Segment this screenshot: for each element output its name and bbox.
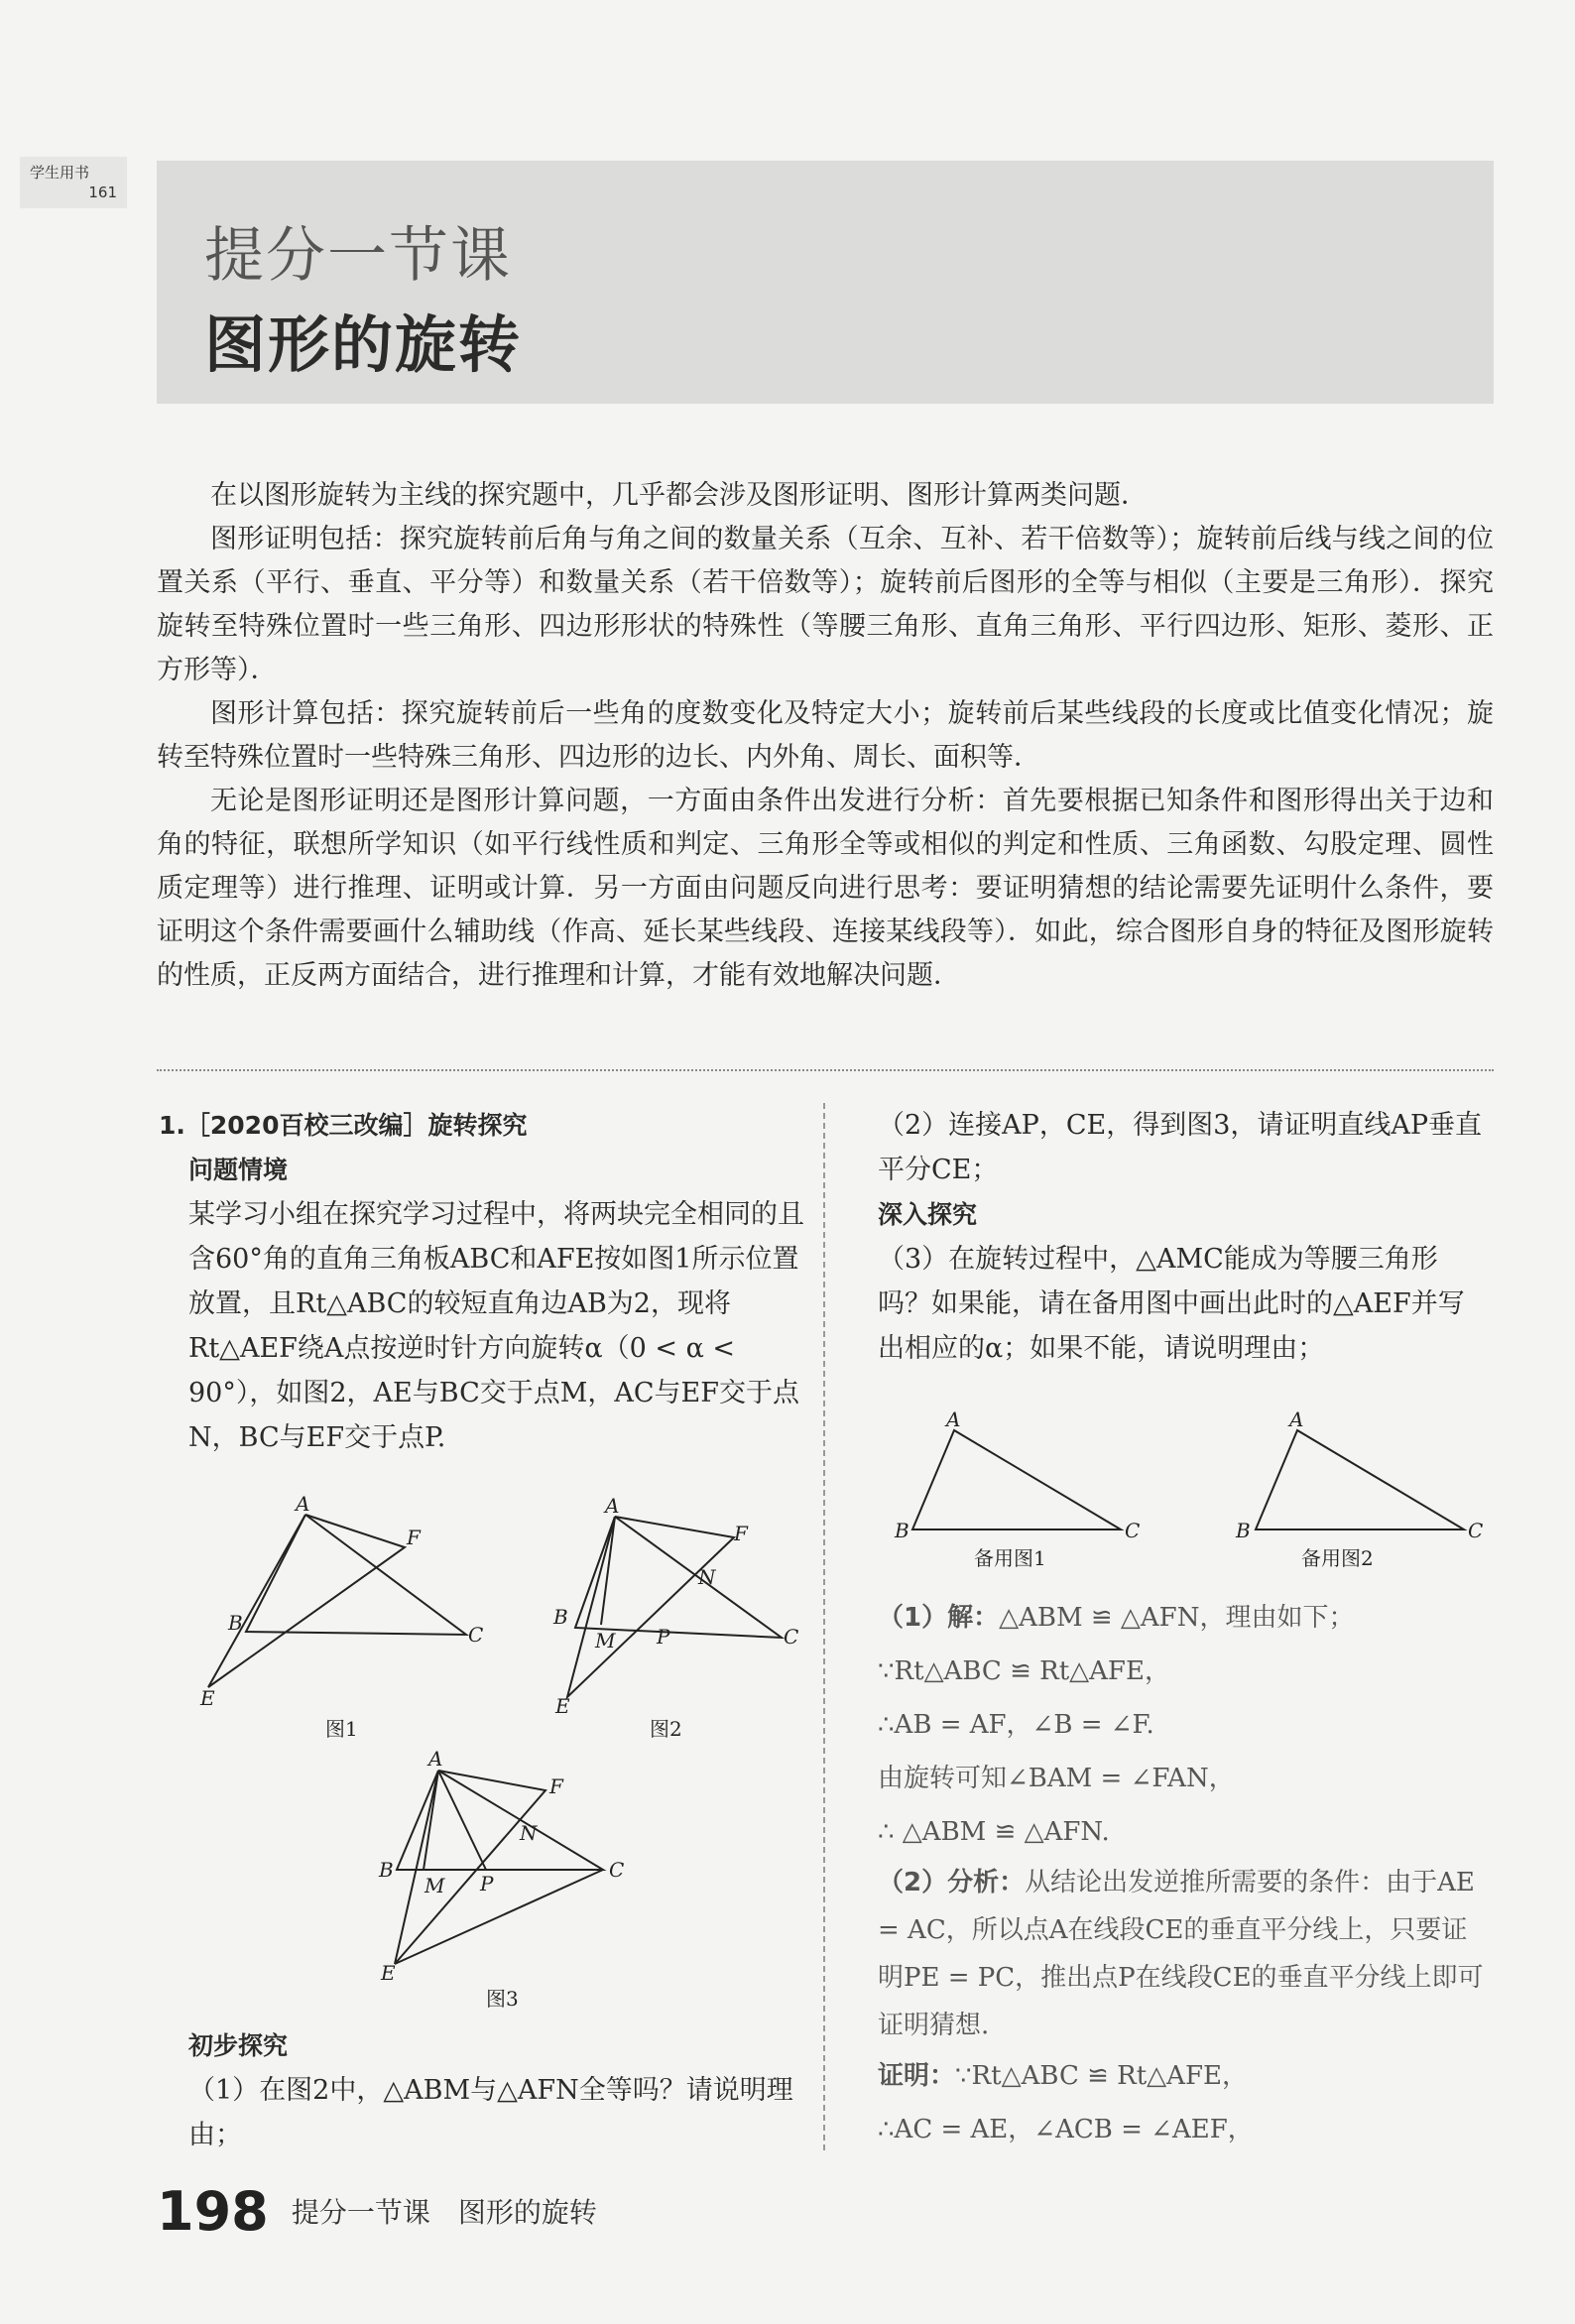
label: N: [520, 1821, 538, 1845]
section-heading: 初步探究: [188, 2031, 289, 2060]
label: N: [698, 1565, 716, 1589]
intro-paragraph: 图形计算包括：探究旋转前后一些角的度数变化及特定大小；旋转前后某些线段的长度或比值变化情况；旋转至特殊位置时一些特殊三角形、四边形的边长、内外角、周长、面积等．: [157, 698, 1494, 773]
solution-head: （1）解：: [878, 1603, 1000, 1633]
caption: 备用图2: [1301, 1546, 1374, 1570]
label: E: [381, 1961, 396, 1985]
caption: 图2: [650, 1717, 682, 1741]
banner-title-line1: 提分一节课: [204, 221, 512, 291]
label: A: [1289, 1407, 1304, 1431]
banner-title-line2: 图形的旋转: [204, 308, 523, 381]
figure-1-2: [188, 1493, 803, 1756]
solution-line: ∴ △ABM ≌ △AFN.: [878, 1817, 1110, 1847]
spare-figures: [883, 1407, 1498, 1575]
label: C: [784, 1625, 799, 1649]
question-2: （2）连接AP，CE，得到图3，请证明直线AP垂直平分CE；: [878, 1110, 1483, 1185]
solution-line: 由旋转可知∠BAM = ∠FAN，: [878, 1764, 1235, 1793]
label: C: [468, 1623, 484, 1647]
figure-3: [367, 1746, 665, 2014]
solution-line: ∴AB = AF，∠B = ∠F.: [878, 1710, 1154, 1740]
label: B: [895, 1519, 909, 1542]
label: B: [553, 1605, 568, 1629]
intro-paragraph: 在以图形旋转为主线的探究题中，几乎都会涉及图形证明、图形计算两类问题．: [210, 480, 1148, 511]
problem-column-continued: [159, 2023, 808, 2157]
caption: 备用图1: [974, 1546, 1046, 1570]
label: C: [609, 1858, 625, 1882]
margin-tag: [20, 157, 127, 208]
solution-line: ∴AC = AE，∠ACB = ∠AEF，: [878, 2115, 1254, 2144]
solution-line: （2）分析：从结论出发逆推所需要的条件：由于AE = AC，所以点A在线段CE的垂直平分线上，只要证明PE = PC，推出点P在线段CE的垂直平分线上即可证明猜想.: [878, 1868, 1484, 2040]
label: A: [296, 1493, 310, 1516]
right-column: [878, 1103, 1491, 1371]
section-heading: 问题情境: [188, 1156, 289, 1184]
solution-head: （2）分析：: [878, 1868, 1026, 1897]
problem-situation: 某学习小组在探究学习过程中，将两块完全相同的且含60°角的直角三角板ABC和AFE按如图1所示位置放置，且Rt△ABC的较短直角边AB为2，现将Rt△AEF绕A点按逆时针方向旋转α（0 < α < 90°），如图2，AE与BC交于点M，AC与EF交于点N，BC与EF交于点P.: [188, 1199, 804, 1453]
label: A: [946, 1407, 961, 1431]
label: F: [407, 1526, 421, 1549]
label: P: [480, 1872, 494, 1896]
column-divider: [823, 1103, 825, 2150]
question-1: （1）在图2中，△ABM与△AFN全等吗？请说明理由；: [188, 2075, 793, 2150]
section-heading: 深入探究: [878, 1200, 978, 1229]
label: P: [657, 1625, 670, 1649]
problem-column: [159, 1103, 808, 1460]
intro-text: [157, 474, 1494, 998]
label: E: [555, 1694, 570, 1718]
label: B: [1236, 1519, 1251, 1542]
page-number: 198: [157, 2180, 269, 2243]
chapter-banner: [157, 161, 1494, 404]
label: M: [424, 1874, 445, 1897]
label: F: [549, 1774, 563, 1798]
label: B: [379, 1858, 394, 1882]
label: M: [595, 1629, 616, 1652]
footer-title: 提分一节课 图形的旋转: [291, 2196, 597, 2229]
caption: 图3: [486, 1987, 519, 2011]
label: B: [228, 1611, 243, 1635]
label: C: [1468, 1519, 1484, 1542]
caption: 图1: [325, 1717, 358, 1741]
label: E: [200, 1686, 215, 1710]
label: F: [734, 1522, 748, 1545]
solution-head: 证明：: [878, 2061, 956, 2091]
intro-paragraph: 图形证明包括：探究旋转前后角与角之间的数量关系（互余、互补、若干倍数等）；旋转前后线与线之间的位置关系（平行、垂直、平分等）和数量关系（若干倍数等）；旋转前后图形的全等与相似（主要是三角形）．探究旋转至特殊位置时一些三角形、四边形形状的特殊性（等腰三角形、直角三角形、平行四边形、矩形、菱形、正方形等）．: [157, 524, 1494, 685]
label: A: [605, 1494, 620, 1518]
margin-tag-page: 161: [88, 183, 117, 201]
label: C: [1125, 1519, 1141, 1542]
problem-title: 1.［2020百校三改编］旋转探究: [159, 1111, 528, 1140]
page-footer: [157, 2180, 597, 2243]
solution-line: ∵Rt△ABC ≌ Rt△AFE，: [878, 1656, 1170, 1686]
figure-1: [199, 1493, 483, 1741]
margin-tag-label: 学生用书: [30, 164, 90, 182]
intro-paragraph: 无论是图形证明还是图形计算问题，一方面由条件出发进行分析：首先要根据已知条件和图形得出关于边和角的特征，联想所学知识（如平行线性质和判定、三角形全等或相似的判定和性质、三角函数、勾股定理、圆性质定理等）进行推理、证明或计算．另一方面由问题反向进行思考：要证明猜想的结论需要先证明什么条件，要证明这个条件需要画什么辅助线（作高、延长某些线段、连接某线段等）．如此，综合图形自身的特征及图形旋转的性质，正反两方面结合，进行推理和计算，才能有效地解决问题．: [157, 786, 1494, 991]
solution: [878, 1591, 1491, 2156]
spare-figure-1: [894, 1407, 1140, 1570]
label: A: [428, 1747, 443, 1771]
solution-line: （1）解：△ABM ≌ △AFN，理由如下；: [878, 1603, 1355, 1633]
question-3: （3）在旋转过程中，△AMC能成为等腰三角形吗？如果能，请在备用图中画出此时的△AEF并写出相应的α；如果不能，请说明理由；: [878, 1244, 1465, 1364]
section-divider: [157, 1069, 1494, 1071]
solution-line: 证明：∵Rt△ABC ≌ Rt△AFE，: [878, 2061, 1248, 2091]
spare-figure-2: [1235, 1407, 1483, 1570]
figure-2: [552, 1494, 798, 1741]
